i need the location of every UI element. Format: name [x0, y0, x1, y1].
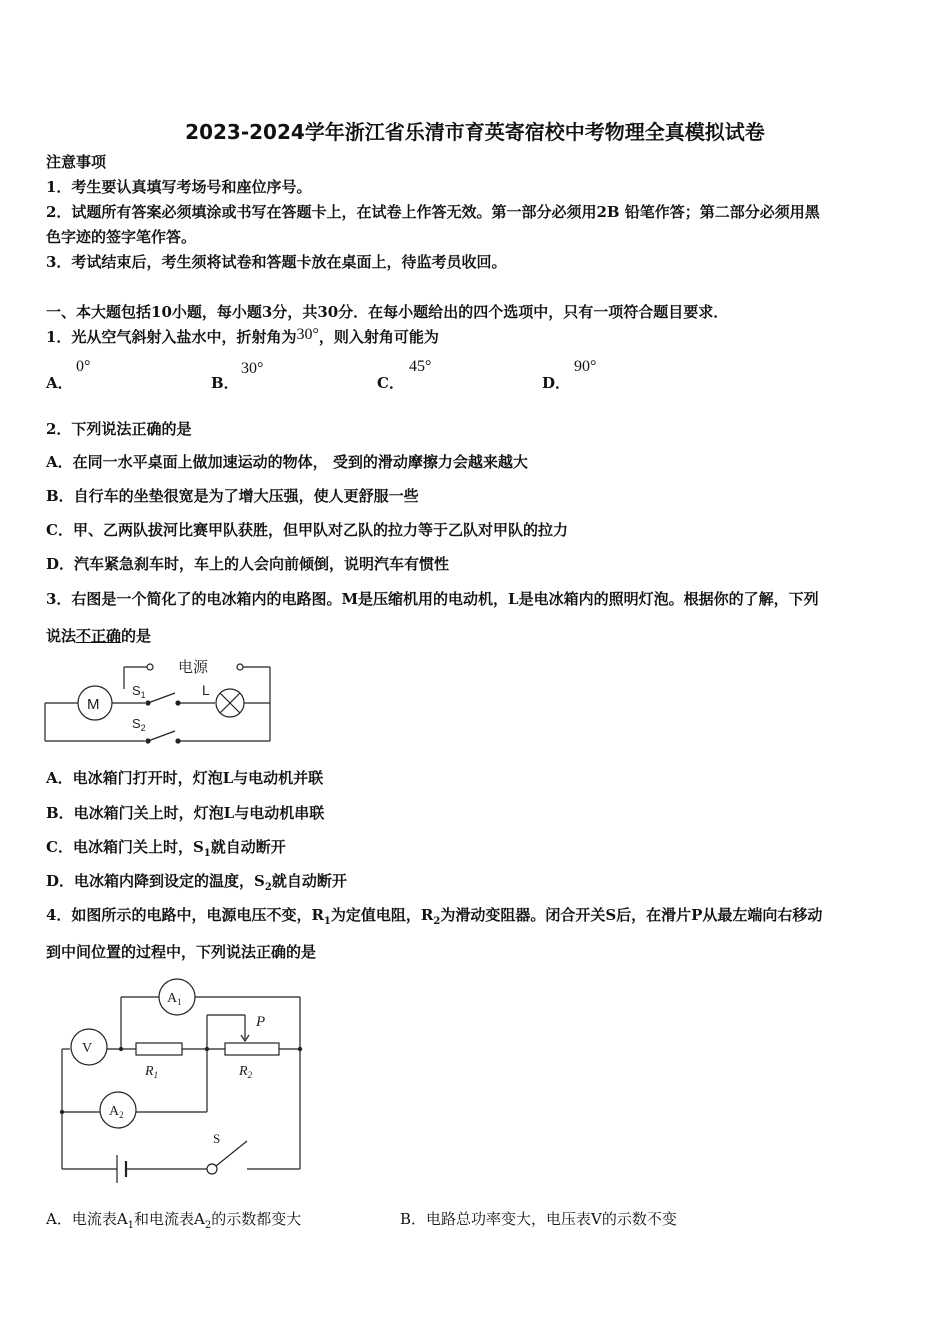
q4-option-b: B．电路总功率变大，电压表V的示数不变 [400, 1210, 677, 1228]
q3-stem-text-end: 的是 [121, 627, 152, 645]
q3-option-d-text: D．电冰箱内降到设定的温度，S [46, 872, 265, 890]
q4-stem-text: 4．如图所示的电路中，电源电压不变，R [46, 906, 324, 924]
q1-option-c-label: C． [377, 374, 404, 392]
q3-option-b: B．电冰箱门关上时，灯泡L与电动机串联 [46, 804, 325, 822]
q4-r1-label: $R_1$ [145, 1064, 159, 1080]
q4-option-a-sub: 1 [127, 1220, 135, 1231]
q1-stem-angle: 30° [296, 326, 319, 343]
notice-item: 1．考生要认真填写考场号和座位序号。 [46, 178, 312, 196]
q3-option-c-text: C．电冰箱门关上时，S [46, 838, 204, 856]
q4-option-a-sub: 2 [204, 1220, 212, 1231]
notice-heading: 注意事项 [46, 153, 107, 171]
page-title: 2023-2024学年浙江省乐清市育英寄宿校中考物理全真模拟试卷 [185, 120, 765, 144]
q1-option-a-label: A． [46, 374, 73, 392]
q4-option-a-text: A．电流表A [46, 1210, 128, 1228]
q3-option-c-sub: 1 [203, 848, 211, 859]
q1-option-d-label: D． [542, 374, 571, 392]
q2-option-b: B．自行车的坐垫很宽是为了增大压强，使人更舒服一些 [46, 487, 419, 505]
q3-option-a: A．电冰箱门打开时，灯泡L与电动机并联 [46, 769, 324, 787]
q1-option-c-value: 45° [409, 358, 432, 375]
q4-stem-line1 [46, 905, 822, 932]
q3-s1-label: $S_1$ [132, 683, 146, 700]
q3-option-c-text-end: 就自动断开 [210, 838, 286, 856]
q4-option-a [46, 1209, 301, 1236]
section-heading: 一、本大题包括10小题，每小题3分，共30分．在每小题给出的四个选项中，只有一项符合题目要求． [46, 303, 729, 321]
q3-circuit-diagram [40, 655, 280, 747]
q4-ammeter-a2-label: $A_2$ [109, 1104, 124, 1120]
notice-item: 色字迹的签字笔作答。 [46, 228, 197, 246]
q1-stem-text-end: ，则入射角可能为 [318, 328, 439, 346]
q4-stem-sub: 2 [433, 916, 441, 927]
q4-slider-p-label: P [256, 1014, 266, 1030]
q1-option-b-label: B． [211, 374, 239, 392]
q4-voltmeter-label: V [82, 1041, 93, 1056]
q2-stem: 2．下列说法正确的是 [46, 420, 192, 438]
q3-option-c [46, 837, 286, 864]
q2-option-a: A．在同一水平桌面上做加速运动的物体， 受到的滑动摩擦力会越来越大 [46, 453, 528, 471]
q4-stem-text: 为滑动变阻器。闭合开关S后，在滑片P从最左端向右移动 [440, 906, 823, 924]
q3-motor-label: M [87, 696, 100, 713]
q2-option-d: D．汽车紧急刹车时，车上的人会向前倾倒，说明汽车有惯性 [46, 555, 450, 573]
q3-stem-line2 [46, 626, 151, 646]
q4-circuit-diagram [55, 975, 310, 1197]
notice-item: 2．试题所有答案必须填涂或书写在答题卡上，在试卷上作答无效。第一部分必须用2B 铅笔作答；第二部分必须用黑 [46, 203, 820, 221]
notice-item: 3．考试结束后，考生须将试卷和答题卡放在桌面上，待监考员收回。 [46, 253, 507, 271]
q4-switch-label: S [213, 1131, 221, 1146]
q3-option-d-sub: 2 [264, 882, 272, 893]
q4-stem-sub: 1 [323, 916, 331, 927]
q4-option-a-text: 和电流表A [134, 1210, 205, 1228]
q3-stem-line1: 3．右图是一个简化了的电冰箱内的电路图。M是压缩机用的电动机，L是电冰箱内的照明灯泡。根据你的了解，下列 [46, 590, 819, 608]
q1-stem [46, 327, 439, 348]
q4-r2-label: $R_2$ [239, 1064, 253, 1080]
q1-option-b-value: 30° [241, 360, 264, 377]
q3-stem-underlined: 不正确 [76, 627, 122, 645]
q3-s2-label: $S_2$ [132, 716, 146, 733]
q4-option-a-text-end: 的示数都变大 [211, 1210, 302, 1228]
q1-stem-text: 1．光从空气斜射入盐水中，折射角为 [46, 328, 297, 346]
q1-option-d-value: 90° [574, 358, 597, 375]
q3-option-d-text-end: 就自动断开 [271, 872, 347, 890]
q3-option-d [46, 871, 347, 898]
q3-lamp-label: L [202, 682, 210, 698]
q3-stem-text: 说法 [46, 627, 77, 645]
q1-option-a-value: 0° [76, 358, 91, 375]
q4-stem-line2: 到中间位置的过程中，下列说法正确的是 [46, 943, 317, 961]
q3-power-label: 电源 [178, 660, 209, 676]
q4-stem-text: 为定值电阻，R [330, 906, 434, 924]
q2-option-c: C．甲、乙两队拔河比赛甲队获胜，但甲队对乙队的拉力等于乙队对甲队的拉力 [46, 521, 568, 539]
q4-ammeter-a1-label: $A_1$ [167, 991, 182, 1007]
